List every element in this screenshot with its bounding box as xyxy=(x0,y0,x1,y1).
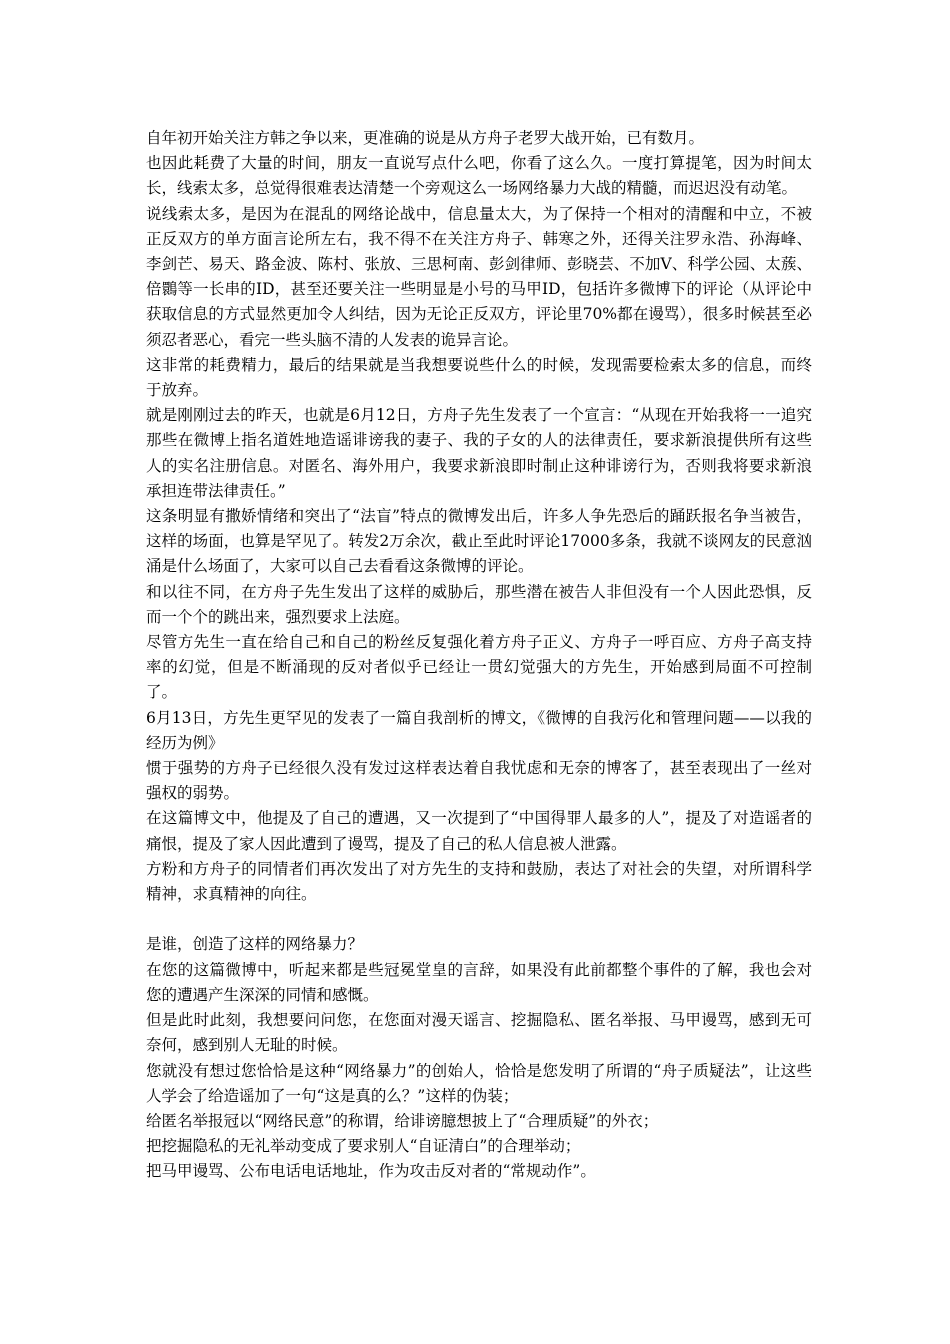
paragraph: 惯于强势的方舟子已经很久没有发过这样表达着自我忧虑和无奈的博客了，甚至表现出了一丝对强权的弱势。 xyxy=(146,759,812,803)
paragraph: 6月13日，方先生更罕见的发表了一篇自我剖析的博文，《微博的自我污化和管理问题——以我的经历为例》 xyxy=(146,708,812,752)
paragraph: 说线索太多，是因为在混乱的网络论战中，信息量太大，为了保持一个相对的清醒和中立，不被正反双方的单方面言论所左右，我不得不在关注方舟子、韩寒之外，还得关注罗永浩、孙海峰、李剑芒、易天、路金波、陈村、张放、三思柯南、彭剑律师、彭晓芸、不加V、科学公园、太蔟、倍䴉等一长串的ID，甚至还要关注一些明显是小号的马甲ID，包括许多微博下的评论（从评论中获取信息的方式显然更加令人纠结，因为无论正反双方，评论里70%都在谩骂），很多时候甚至必须忍者恶心，看完一些头脑不清的人发表的诡异言论。 xyxy=(146,204,812,349)
paragraph: 方粉和方舟子的同情者们再次发出了对方先生的支持和鼓励，表达了对社会的失望，对所谓科学精神，求真精神的向往。 xyxy=(146,859,812,904)
document-body xyxy=(146,126,812,1185)
paragraph: 把马甲谩骂、公布电话电话地址，作为攻击反对者的“常规动作”。 xyxy=(146,1162,596,1181)
paragraph: 也因此耗费了大量的时间，朋友一直说写点什么吧，你看了这么久。一度打算提笔，因为时间太长，线索太多，总觉得很难表达清楚一个旁观这么一场网络暴力大战的精髓，而迟迟没有动笔。 xyxy=(146,154,812,198)
paragraph: 和以往不同，在方舟子先生发出了这样的威胁后，那些潜在被告人非但没有一个人因此恐惧，反而一个个的跳出来，强烈要求上法庭。 xyxy=(146,582,812,626)
paragraph: 给匿名举报冠以“网络民意”的称谓，给诽谤臆想披上了“合理质疑”的外衣； xyxy=(146,1111,659,1130)
paragraph: 这条明显有撒娇情绪和突出了“法盲”特点的微博发出后，许多人争先恐后的踊跃报名争当被告，这样的场面，也算是罕见了。转发2万余次，截止至此时评论17000多条，我就不谈网友的民意汹涌是什么场面了，大家可以自己去看看这条微博的评论。 xyxy=(146,507,812,576)
paragraph: 在这篇博文中，他提及了自己的遭遇，又一次提到了“中国得罪人最多的人”，提及了对造谣者的痛恨，提及了家人因此遭到了谩骂，提及了自己的私人信息被人泄露。 xyxy=(146,809,812,853)
paragraph: 在您的这篇微博中，听起来都是些冠冕堂皇的言辞，如果没有此前都整个事件的了解，我也会对您的遭遇产生深深的同情和感慨。 xyxy=(146,960,812,1004)
blank-line xyxy=(146,907,812,932)
section-question: 是谁，创造了这样的网络暴力？ xyxy=(146,935,364,954)
paragraph: 但是此时此刻，我想要问问您，在您面对漫天谣言、挖掘隐私、匿名举报、马甲谩骂，感到无可奈何，感到别人无耻的时候。 xyxy=(146,1011,812,1055)
paragraph: 这非常的耗费精力，最后的结果就是当我想要说些什么的时候，发现需要检索太多的信息，而终于放弃。 xyxy=(146,355,812,400)
paragraph: 尽管方先生一直在给自己和自己的粉丝反复强化着方舟子正义、方舟子一呼百应、方舟子高支持率的幻觉，但是不断涌现的反对者似乎已经让一贯幻觉强大的方先生，开始感到局面不可控制了。 xyxy=(146,633,812,702)
paragraph: 自年初开始关注方韩之争以来，更准确的说是从方舟子老罗大战开始，已有数月。 xyxy=(146,129,705,147)
paragraph: 就是刚刚过去的昨天，也就是6月12日，方舟子先生发表了一个宣言：“从现在开始我将一一追究那些在微博上指名道姓地造谣诽谤我的妻子、我的子女的人的法律责任，要求新浪提供所有这些人的实名注册信息。对匿名、海外用户，我要求新浪即时制止这种诽谤行为，否则我将要求新浪承担连带法律责任。” xyxy=(146,406,812,500)
paragraph: 把挖掘隐私的无礼举动变成了要求别人“自证清白”的合理举动； xyxy=(146,1137,581,1156)
paragraph: 您就没有想过您恰恰是这种“网络暴力”的创始人，恰恰是您发明了所谓的“舟子质疑法”，让这些人学会了给造谣加了一句“这是真的么？”这样的伪装； xyxy=(146,1061,812,1105)
